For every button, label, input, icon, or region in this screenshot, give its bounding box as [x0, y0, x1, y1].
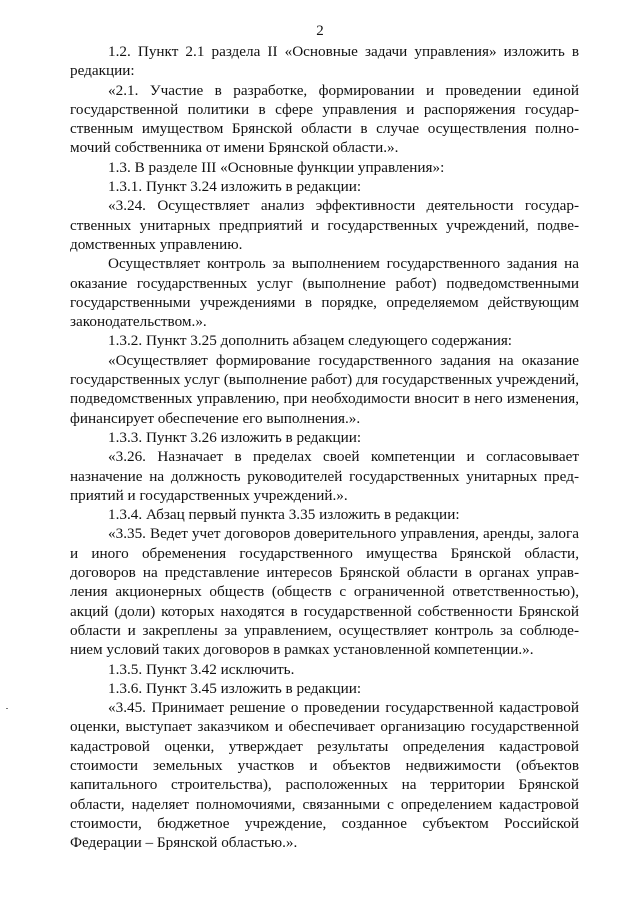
paragraph-3-24-text: «3.24. Осуществляет анализ эффективности деятельности государственных унитарных предприятий и государственных учреждений, подведомственных управлению. — [70, 197, 579, 253]
paragraph-1-3: 1.3. В разделе III «Основные функции управления»: — [108, 158, 445, 176]
paragraph-1-3-5: 1.3.5. Пункт 3.42 исключить. — [108, 660, 295, 678]
margin-mark — [6, 708, 8, 709]
paragraph-1-3-4: 1.3.4. Абзац первый пункта 3.35 изложить в редакции: — [108, 506, 460, 524]
document-body — [70, 42, 579, 852]
paragraph-3-35-text: «3.35. Ведет учет договоров доверительного управления, аренды, залога и иного обременения государственного имущества Брянской области, договоров на представление интересов Брянской области в органах управления акционерных обществ (обществ с ограниченной ответственностью), акций (доли) которых находятся в государственной собственности Брянской области и закреплены за управлением, осуществляет контроль за соблюдением условий таких договоров в рамках установленной компетенции.». — [70, 525, 579, 659]
paragraph-1-3-3: 1.3.3. Пункт 3.26 изложить в редакции: — [108, 428, 362, 446]
paragraph-1-2: 1.2. Пункт 2.1 раздела II «Основные задачи управления» изложить в редакции: — [70, 43, 579, 80]
paragraph-2-1-text: «2.1. Участие в разработке, формировании и проведении единой государственной политики в сфере управления и распоряжения государственным имуществом Брянской области в случае осуществления полномочий собственника от имени Брянской области.». — [70, 81, 579, 157]
paragraph-3-24-control: Осуществляет контроль за выполнением государственного задания на оказание государственных услуг (выполнение работ) подведомственными государственными учреждениями в порядке, определяемом действующим законодательством.». — [70, 255, 579, 331]
page-number: 2 — [316, 23, 324, 39]
paragraph-1-3-1: 1.3.1. Пункт 3.24 изложить в редакции: — [108, 178, 362, 196]
paragraph-3-45-text: «3.45. Принимает решение о проведении государственной кадастровой оценки, выступает заказчиком и обеспечивает организацию государственной кадастровой оценки, утверждает результаты определения кадастровой стоимости земельных участков и объектов недвижимости (объектов капитального строительства), расположенных на территории Брянской области, наделяет полномочиями, связанными с определением кадастровой стоимости, бюджетное учреждение, созданное субъектом Российской Федерации – Брянской областью.». — [70, 699, 579, 852]
paragraph-1-3-6: 1.3.6. Пункт 3.45 изложить в редакции: — [108, 679, 362, 697]
paragraph-3-25-text: «Осуществляет формирование государственного задания на оказание государственных услуг (выполнение работ) для государственных учреждений, подведомственных управлению, при необходимости вносит в него изменения, финансирует обеспечение его выполнения.». — [70, 351, 579, 427]
paragraph-3-26-text: «3.26. Назначает в пределах своей компетенции и согласовывает назначение на должность руководителей государственных унитарных предприятий и государственных учреждений.». — [70, 448, 579, 504]
paragraph-1-3-2: 1.3.2. Пункт 3.25 дополнить абзацем следующего содержания: — [108, 332, 513, 350]
